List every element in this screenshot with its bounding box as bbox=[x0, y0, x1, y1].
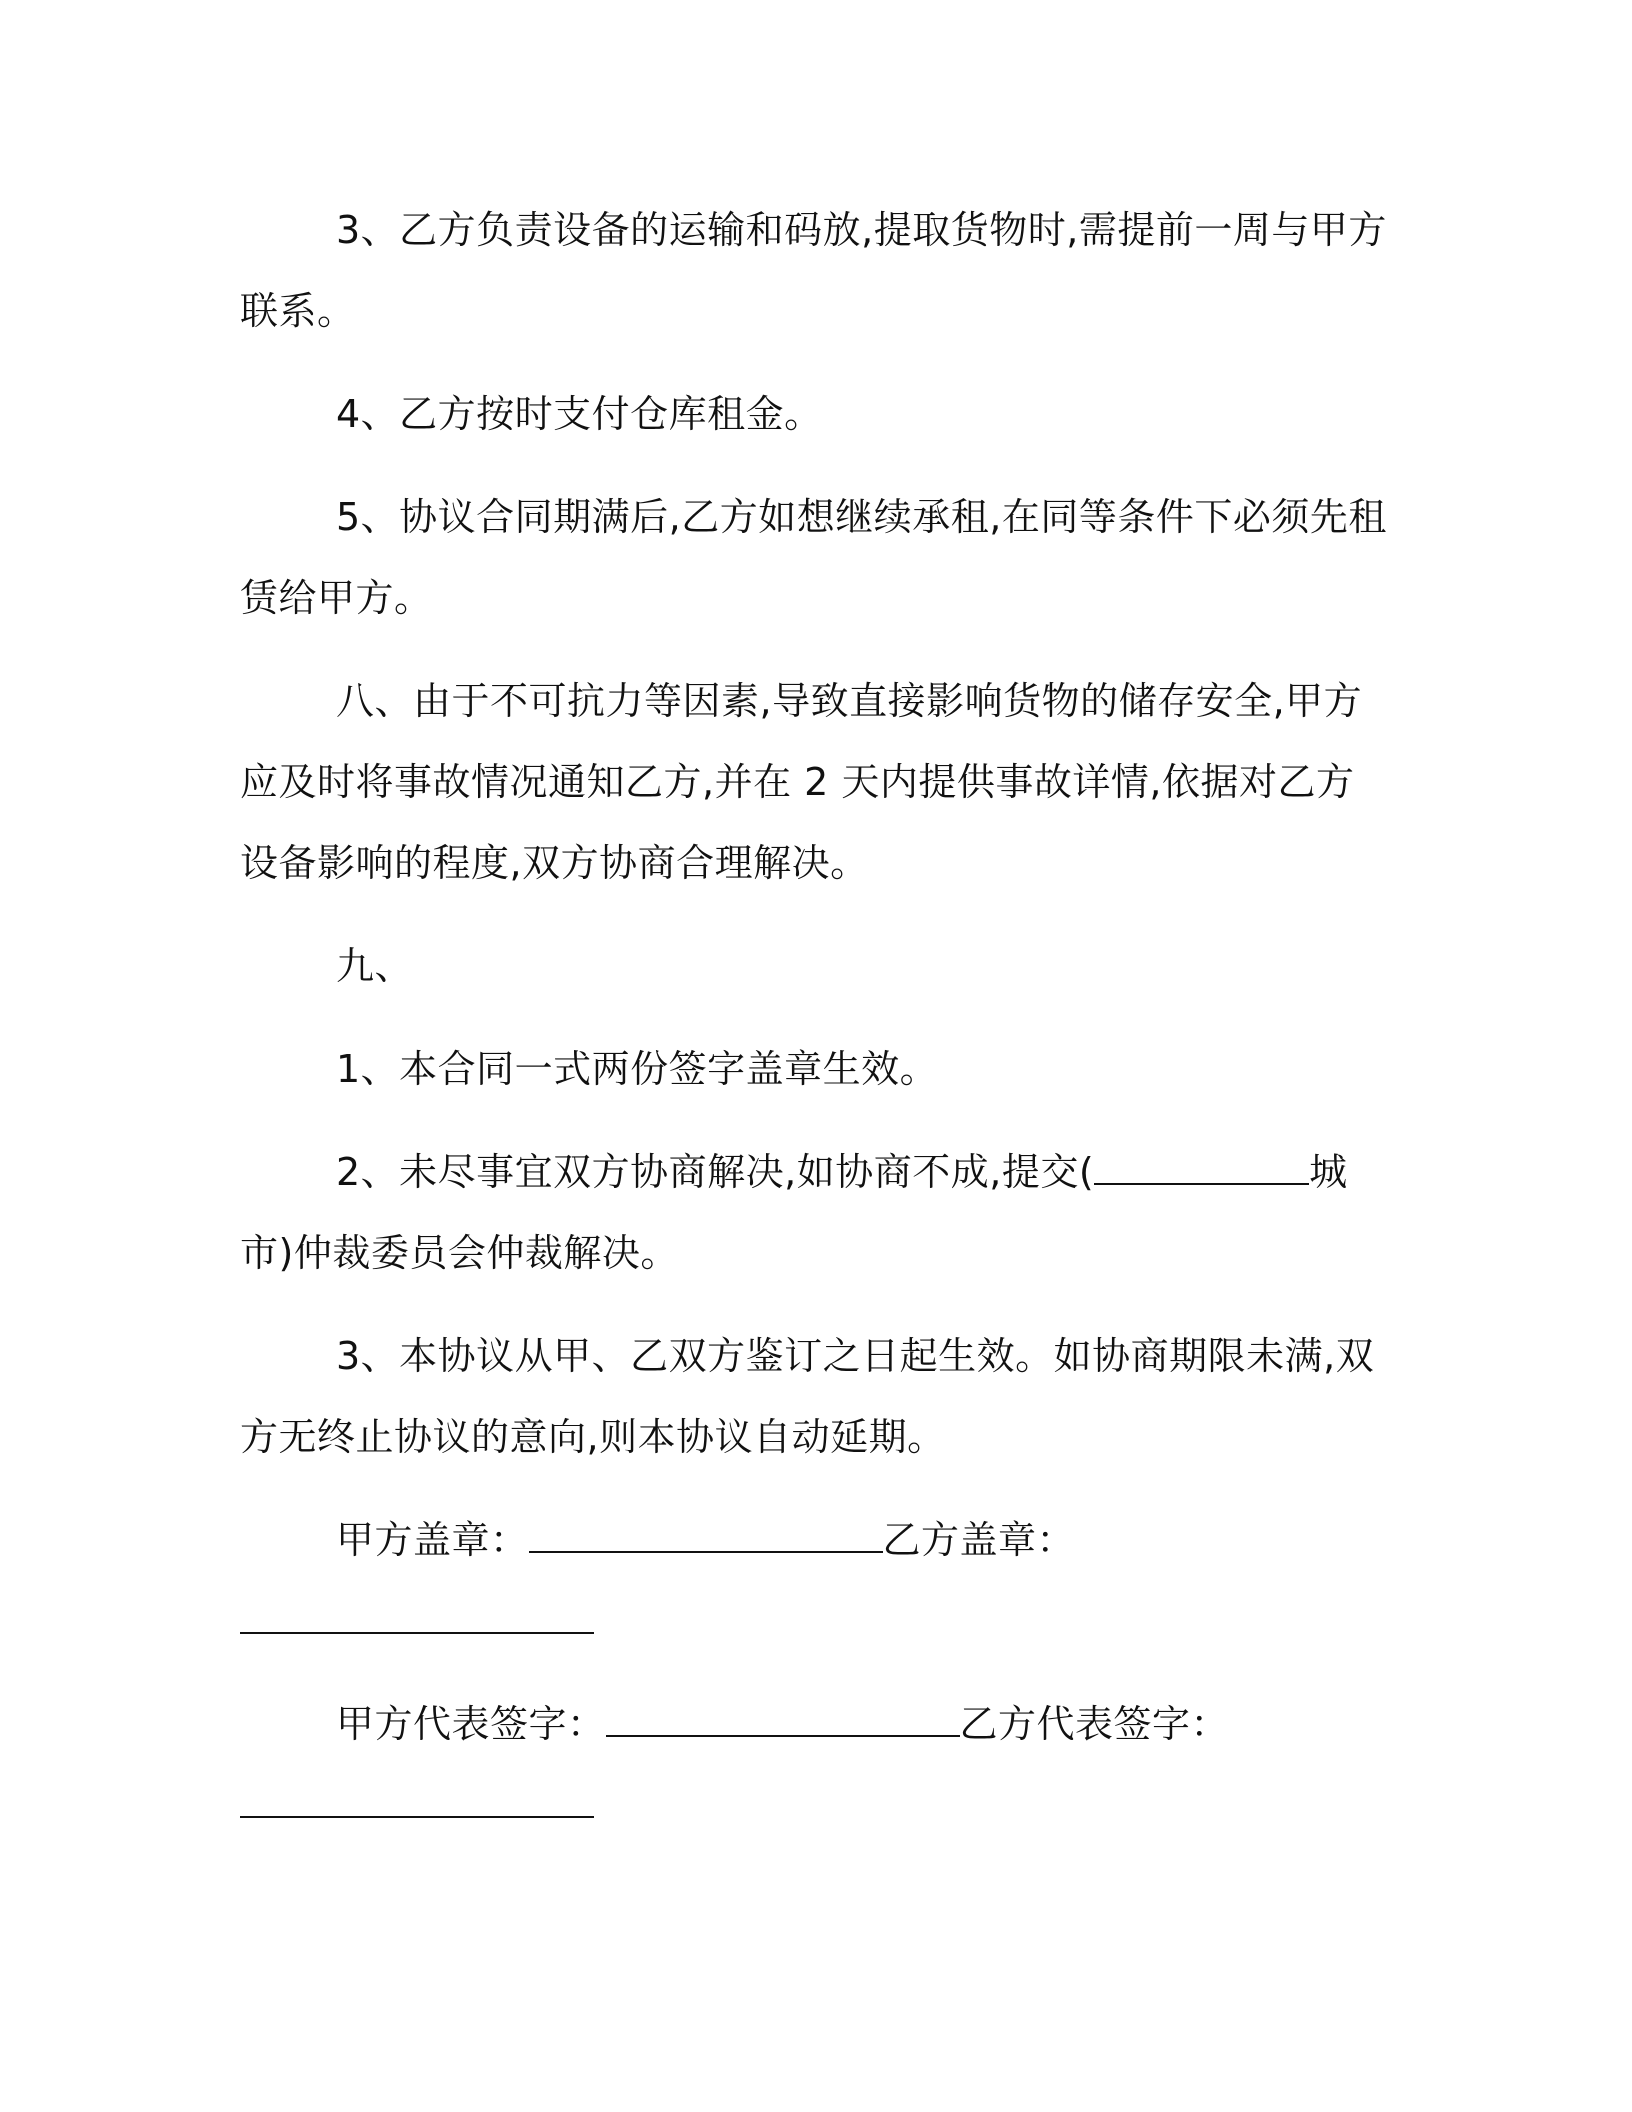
clause-9-3: 3、本协议从甲、乙双方鉴订之日起生效。如协商期限未满,双方无终止协议的意向,则本协议自动延期。 bbox=[240, 1334, 1375, 1459]
representative-signature-row bbox=[240, 1684, 1390, 1846]
clause-9-1: 1、本合同一式两份签字盖章生效。 bbox=[336, 1047, 939, 1091]
party-a-rep-label: 甲方代表签字： bbox=[336, 1702, 606, 1746]
clause-9-2 bbox=[240, 1132, 1390, 1294]
clause-9-2-text-after: 城市)仲裁委员会仲裁解决。 bbox=[240, 1150, 1348, 1275]
clause-7-5: 5、协议合同期满后,乙方如想继续承租,在同等条件下必须先租赁给甲方。 bbox=[240, 495, 1387, 620]
clause-8: 八、由于不可抗力等因素,导致直接影响货物的储存安全,甲方应及时将事故情况通知乙方,并在 2 天内提供事故详情,依据对乙方设备影响的程度,双方协商合理解决。 bbox=[240, 679, 1363, 885]
party-b-seal-blank[interactable] bbox=[240, 1602, 594, 1634]
clause-9-2-text-before: 2、未尽事宜双方协商解决,如协商不成,提交( bbox=[336, 1150, 1095, 1194]
party-a-rep-blank[interactable] bbox=[606, 1705, 960, 1737]
city-blank-field[interactable] bbox=[1094, 1153, 1309, 1185]
party-a-seal-label: 甲方盖章： bbox=[336, 1518, 529, 1562]
party-b-rep-label: 乙方代表签字： bbox=[959, 1702, 1230, 1746]
clause-7-4: 4、乙方按时支付仓库租金。 bbox=[336, 392, 823, 436]
clause-7-3: 3、乙方负责设备的运输和码放,提取货物时,需提前一周与甲方联系。 bbox=[240, 208, 1387, 333]
document-body bbox=[240, 190, 1390, 1868]
seal-signature-row bbox=[240, 1500, 1390, 1662]
clause-9-heading: 九、 bbox=[336, 944, 414, 988]
party-b-seal-label: 乙方盖章： bbox=[882, 1518, 1076, 1562]
party-b-rep-blank[interactable] bbox=[240, 1786, 594, 1818]
party-a-seal-blank[interactable] bbox=[529, 1521, 883, 1553]
